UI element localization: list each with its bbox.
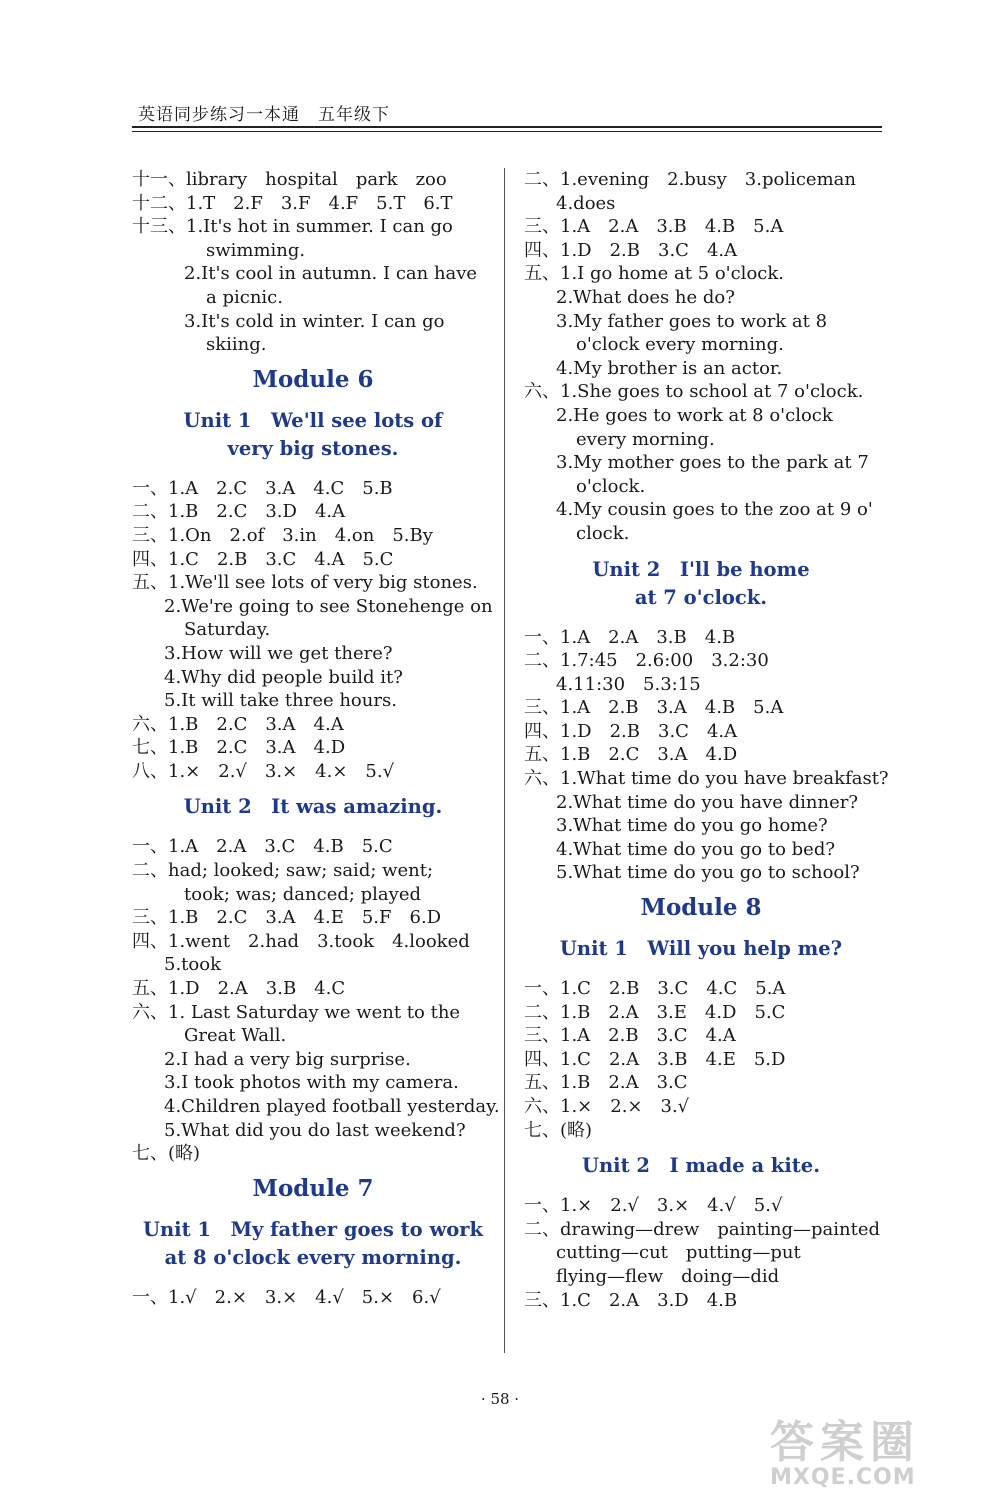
answer-line: 5.What did you do last weekend? xyxy=(164,1119,466,1141)
module-6-unit-1-heading: Unit 1 We'll see lots of very big stones. xyxy=(183,408,443,460)
answer-line: 2.He goes to work at 8 o'clock xyxy=(556,404,833,426)
answer-line: swimming. xyxy=(206,239,306,261)
answer-line: 4.11:30 5.3:15 xyxy=(556,673,701,695)
answer-line: 4.Children played football yesterday. xyxy=(164,1096,500,1117)
answer-line: 五、1.B 2.C 3.A 4.D xyxy=(524,744,738,766)
answer-line: 五、1.We'll see lots of very big stones. xyxy=(132,572,478,594)
answer-line: 六、1.B 2.C 3.A 4.A xyxy=(132,713,344,735)
answer-line: every morning. xyxy=(576,428,715,450)
answer-line: 二、1.evening 2.busy 3.policeman xyxy=(524,169,856,190)
answer-line: 四、1.went 2.had 3.took 4.looked xyxy=(132,930,470,952)
watermark-logo xyxy=(770,1417,980,1490)
answer-line: 二、1.7:45 2.6:00 3.2:30 xyxy=(524,650,769,672)
module-6-unit-2-heading: Unit 2 It was amazing. xyxy=(183,795,443,819)
answer-line: clock. xyxy=(576,522,630,544)
answer-line: 4.My brother is an actor. xyxy=(556,357,783,379)
answer-line: 五、1.D 2.A 3.B 4.C xyxy=(132,978,346,1000)
answer-line: 3.It's cold in winter. I can go xyxy=(184,310,445,332)
answer-line: 六、1.What time do you have breakfast? xyxy=(524,768,889,790)
module-8-unit-2-heading: Unit 2 I made a kite. xyxy=(581,1154,820,1178)
answer-line: o'clock. xyxy=(576,475,646,497)
answer-line: 一、1.C 2.B 3.C 4.C 5.A xyxy=(524,978,786,1000)
column-divider xyxy=(504,168,505,1353)
answer-line: 三、1.A 2.B 3.C 4.A xyxy=(524,1025,736,1047)
header-rule-thin xyxy=(132,131,882,132)
answer-line: Great Wall. xyxy=(184,1025,287,1047)
answer-line: 4.does xyxy=(556,192,616,214)
answer-line: 5.took xyxy=(164,954,221,976)
answer-line: 三、1.On 2.of 3.in 4.on 5.By xyxy=(132,524,433,546)
answer-line: 八、1.× 2.√ 3.× 4.× 5.√ xyxy=(132,760,395,782)
answer-line: 4.My cousin goes to the zoo at 9 o' xyxy=(556,499,873,521)
answer-line: 3.How will we get there? xyxy=(164,642,393,664)
answer-line: 5.It will take three hours. xyxy=(164,690,397,712)
module-7-unit-2-heading: Unit 2 I'll be home at 7 o'clock. xyxy=(592,557,810,609)
answer-line: 3.My mother goes to the park at 7 xyxy=(556,452,869,474)
answer-line: 2.What time do you have dinner? xyxy=(556,791,859,813)
watermark-url: MXQE.COM xyxy=(770,1465,916,1490)
answer-line: 四、1.D 2.B 3.C 4.A xyxy=(524,239,738,261)
answer-line: 四、1.D 2.B 3.C 4.A xyxy=(524,720,738,742)
answer-line: skiing. xyxy=(206,334,267,356)
right-column xyxy=(524,168,889,1312)
answer-line: 七、(略) xyxy=(132,1143,201,1165)
answer-line: 4.Why did people build it? xyxy=(164,666,403,688)
answer-line: 3.My father goes to work at 8 xyxy=(556,310,828,332)
answer-line: 四、1.C 2.A 3.B 4.E 5.D xyxy=(524,1048,786,1070)
answer-line: 三、1.A 2.A 3.B 4.B 5.A xyxy=(524,216,784,238)
answer-line: 六、1.She goes to school at 7 o'clock. xyxy=(524,381,864,403)
answer-line: cutting—cut putting—put xyxy=(556,1242,801,1264)
answer-line: 四、1.C 2.B 3.C 4.A 5.C xyxy=(132,548,394,570)
answer-line: 5.What time do you go to school? xyxy=(556,862,860,884)
module-7-unit-1-heading: Unit 1 My father goes to work at 8 o'clock every morning. xyxy=(142,1217,484,1269)
header-rule xyxy=(132,126,882,128)
answer-line: 二、drawing—drew painting—painted xyxy=(524,1218,881,1240)
answer-line: 七、1.B 2.C 3.A 4.D xyxy=(132,737,346,759)
module-8-heading: Module 8 xyxy=(640,894,762,922)
answer-line: 三、1.B 2.C 3.A 4.E 5.F 6.D xyxy=(132,907,442,929)
answer-line: 五、1.I go home at 5 o'clock. xyxy=(524,263,784,285)
answer-line: took; was; danced; played xyxy=(184,883,422,905)
answer-line: 一、1.A 2.A 3.B 4.B xyxy=(524,626,736,648)
answer-line: 一、1.√ 2.× 3.× 4.√ 5.× 6.√ xyxy=(132,1286,441,1308)
answer-line: 2.It's cool in autumn. I can have xyxy=(184,263,478,285)
answer-line: 二、1.B 2.C 3.D 4.A xyxy=(132,501,346,523)
answer-line: 2.I had a very big surprise. xyxy=(164,1048,411,1070)
answer-line: 2.What does he do? xyxy=(556,286,735,308)
page-number: · 58 · xyxy=(480,1390,520,1408)
answer-line: 3.I took photos with my camera. xyxy=(164,1072,459,1094)
answer-line: 十三、1.It's hot in summer. I can go xyxy=(132,216,453,238)
answer-line: 十二、1.T 2.F 3.F 4.F 5.T 6.T xyxy=(132,192,453,214)
module-6-heading: Module 6 xyxy=(252,365,374,393)
module-8-unit-1-heading: Unit 1 Will you help me? xyxy=(559,937,843,961)
answer-line: 六、1. Last Saturday we went to the xyxy=(132,1001,461,1023)
answer-line: 4.What time do you go to bed? xyxy=(556,838,836,860)
answer-line: a picnic. xyxy=(206,286,283,308)
module-7-heading: Module 7 xyxy=(252,1174,374,1202)
answer-line: 三、1.A 2.B 3.A 4.B 5.A xyxy=(524,697,784,719)
answer-line: o'clock every morning. xyxy=(576,334,784,356)
answer-line: 二、1.B 2.A 3.E 4.D 5.C xyxy=(524,1001,786,1023)
answer-line: flying—flew doing—did xyxy=(556,1265,780,1287)
left-column xyxy=(132,168,500,1309)
answer-line: 六、1.× 2.× 3.√ xyxy=(524,1096,690,1117)
answer-line: 一、1.× 2.√ 3.× 4.√ 5.√ xyxy=(524,1195,783,1217)
answer-line: 3.What time do you go home? xyxy=(556,815,828,837)
answer-line: 一、1.A 2.C 3.A 4.C 5.B xyxy=(132,477,393,499)
answer-line: 七、(略) xyxy=(524,1119,593,1141)
answer-line: 2.We're going to see Stonehenge on xyxy=(164,595,493,617)
answer-line: 十一、library hospital park zoo xyxy=(132,169,447,190)
watermark-text: 答案圈 xyxy=(770,1417,920,1468)
answer-line: Saturday. xyxy=(184,619,271,641)
answer-line: 三、1.C 2.A 3.D 4.B xyxy=(524,1289,738,1311)
answer-line: 五、1.B 2.A 3.C xyxy=(524,1072,688,1094)
answer-line: 二、had; looked; saw; said; went; xyxy=(132,860,434,882)
book-header-title: 英语同步练习一本通 五年级下 xyxy=(138,105,390,125)
answer-line: 一、1.A 2.A 3.C 4.B 5.C xyxy=(132,836,393,858)
